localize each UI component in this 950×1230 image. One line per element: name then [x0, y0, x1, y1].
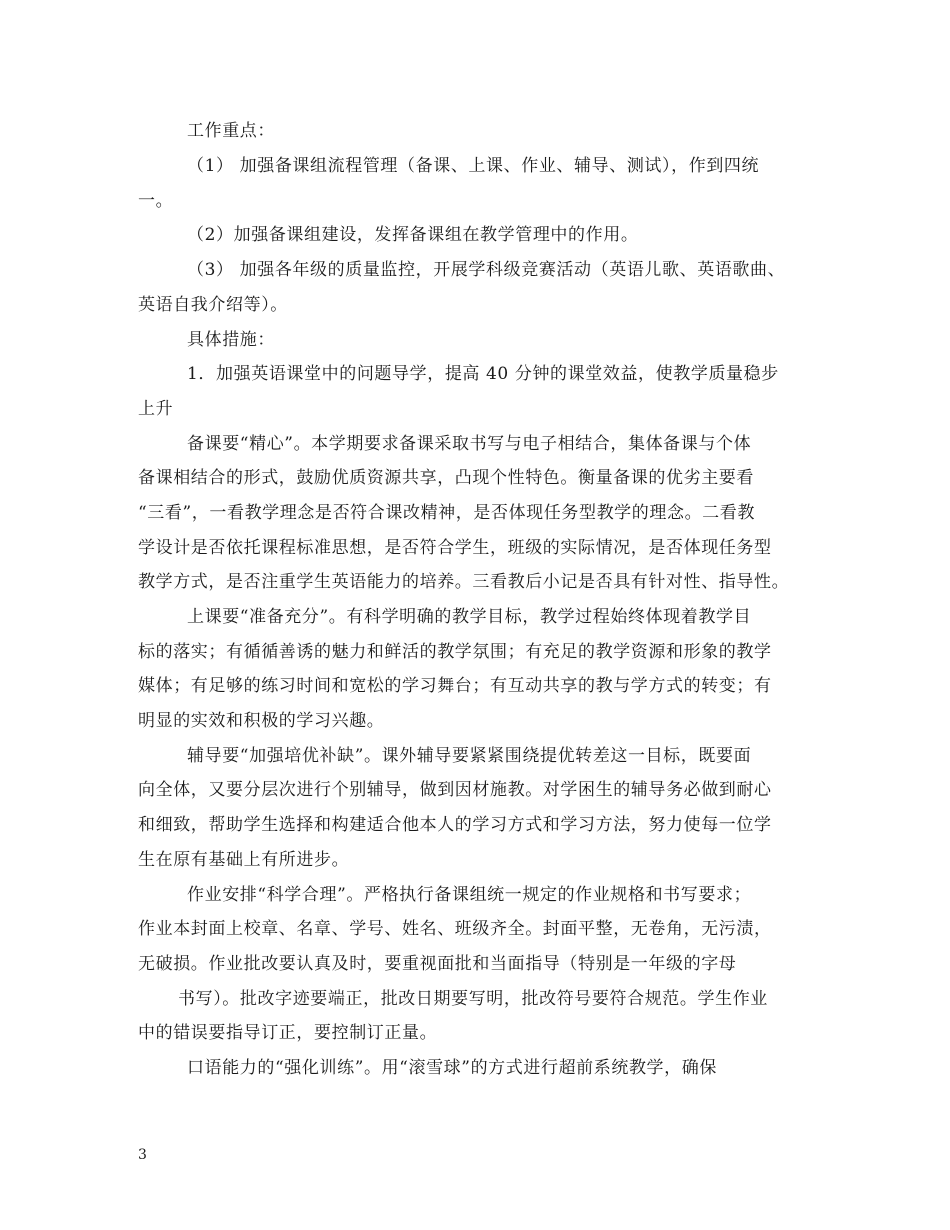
text-line: 媒体；有足够的练习时间和宽松的学习舞台；有互动共享的教与学方式的转变；有 [138, 676, 772, 696]
text-line: 备课要“精心”。本学期要求备课采取书写与电子相结合，集体备课与个体 [187, 434, 752, 454]
text-line: 学设计是否依托课程标准思想，是否符合学生，班级的实际情况，是否体现任务型 [138, 538, 772, 558]
text-line: 明显的实效和积极的学习兴趣。 [138, 711, 385, 731]
text-line: 一。 [138, 191, 174, 211]
text-line: 作业安排“科学合理”。严格执行备课组统一规定的作业规格和书写要求； [187, 885, 752, 905]
text-line: 上升 [138, 399, 174, 419]
text-line: 具体措施： [187, 330, 275, 350]
text-line: 辅导要“加强培优补缺”。课外辅导要紧紧围绕提优转差这一目标，既要面 [187, 746, 752, 766]
text-line: （2）加强备课组建设，发挥备课组在教学管理中的作用。 [187, 225, 639, 245]
text-line: 上课要“准备充分”。有科学明确的教学目标，教学过程始终体现着教学目 [187, 607, 752, 627]
text-line: 1．加强英语课堂中的问题导学，提高 40 分钟的课堂效益，使教学质量稳步 [187, 364, 779, 384]
text-line: 向全体，又要分层次进行个别辅导，做到因材施教。对学困生的辅导务必做到耐心 [138, 780, 772, 800]
text-line: 无破损。作业批改要认真及时，要重视面批和当面指导（特别是一年级的字母 [138, 954, 737, 974]
text-line: 备课相结合的形式，鼓励优质资源共享，凸现个性特色。衡量备课的优劣主要看 [138, 468, 754, 488]
text-line: 书写）。批改字迹要端正，批改日期要写明，批改符号要符合规范。学生作业 [178, 989, 768, 1009]
text-line: 生在原有基础上有所进步。 [138, 850, 350, 870]
text-line: 中的错误要指导订正，要控制订正量。 [138, 1023, 438, 1043]
text-line: “三看”，一看教学理念是否符合课改精神，是否体现任务型教学的理念。二看教 [138, 503, 755, 523]
text-line: 作业本封面上校章、名章、学号、姓名、班级齐全。封面平整，无卷角，无污渍， [138, 919, 772, 939]
text-line: 英语自我介绍等）。 [138, 295, 288, 315]
page-number: 3 [138, 1147, 147, 1163]
text-line: （1） 加强备课组流程管理（备课、上课、作业、辅导、测试），作到四统 [187, 156, 760, 176]
text-line: 口语能力的“强化训练”。用“滚雪球”的方式进行超前系统教学，确保 [187, 1058, 717, 1078]
text-line: （3） 加强各年级的质量监控，开展学科级竞赛活动（英语儿歌、英语歌曲、 [187, 260, 786, 280]
text-line: 标的落实；有循循善诱的魅力和鲜活的教学氛围；有充足的教学资源和形象的教学 [138, 642, 772, 662]
text-line: 和细致，帮助学生选择和构建适合他本人的学习方式和学习方法，努力使每一位学 [138, 815, 772, 835]
text-line: 工作重点： [187, 121, 275, 141]
text-line: 教学方式，是否注重学生英语能力的培养。三看教后小记是否具有针对性、指导性。 [138, 572, 790, 592]
